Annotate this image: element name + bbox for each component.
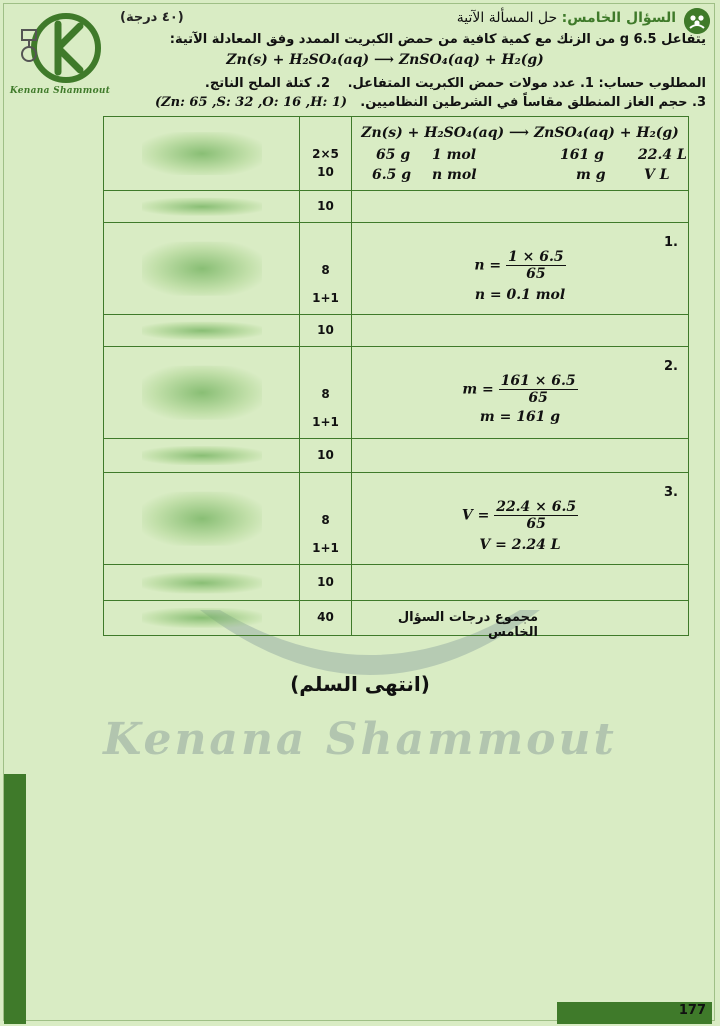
kenana-logo	[18, 10, 102, 86]
content-cell	[352, 565, 688, 600]
table-row	[104, 347, 688, 439]
table-row	[104, 315, 688, 347]
marks-cell: 10	[300, 315, 352, 346]
logo-caption: Kenana Shammout	[9, 86, 111, 96]
blurred-cell	[104, 439, 300, 472]
content-cell: 3. V = $\frac{22.4 \times 6.5}{65}$ V = 2.24 L	[461, 485, 678, 553]
group-icon	[684, 8, 710, 34]
blurred-cell	[104, 473, 300, 564]
marks-cell: 10	[300, 565, 352, 600]
question-marks: (٤٠ درجة)	[120, 10, 184, 25]
table-row	[104, 439, 688, 473]
content-cell: Zn(s) + H₂SO₄(aq) ⟶ ZnSO₄(aq) + H₂(g) 65 g 1 mol 161 g 22.4 L 6.5 g n mol m g V L	[361, 125, 687, 183]
table-row-total	[104, 601, 688, 640]
question-title-rest: حل المسألة الآتية	[456, 10, 562, 26]
watermark-text: Kenana Shammout	[103, 714, 617, 765]
table-row	[104, 117, 688, 191]
table-row	[104, 473, 688, 565]
marks-cell: 10	[300, 191, 352, 222]
marks-cell: 8 1+1	[300, 223, 352, 314]
blurred-cell	[104, 565, 300, 600]
problem-statement: يتفاعل g 6.5 من الزنك مع كمية كافية من حمض الكبريت الممدد وفق المعادلة الآتية:	[169, 32, 706, 47]
total-label-cell: مجموع درجات السؤال الخامس	[397, 610, 538, 640]
content-cell	[352, 191, 688, 222]
atomic-masses: (Zn: 65 ,S: 32 ,O: 16 ,H: 1)	[155, 95, 348, 110]
marks-cell: 8 1+1	[300, 473, 352, 564]
blurred-cell	[104, 347, 300, 438]
marks-cell: 2×5 10	[300, 117, 352, 190]
answer-table	[103, 116, 689, 640]
required-c: 3. حجم الغاز المنطلق مقاساً في الشرطين النظاميين.	[360, 95, 706, 110]
marks-cell: 8 1+1	[300, 347, 352, 438]
required-b: 2. كتلة الملح الناتج.	[204, 76, 330, 91]
blurred-cell	[104, 601, 300, 635]
blurred-cell	[104, 315, 300, 346]
left-decor-bar	[4, 774, 26, 1024]
blurred-cell	[104, 223, 300, 314]
content-cell: 2. m = $\frac{161 \times 6.5}{65}$ m = 161 g	[462, 359, 678, 425]
table-row	[104, 565, 688, 601]
question-title-highlight: السؤال الخامس:	[561, 10, 676, 26]
content-cell	[352, 315, 688, 346]
required-a: المطلوب حساب: 1. عدد مولات حمض الكبريت المتفاعل.	[347, 76, 706, 91]
content-cell	[352, 439, 688, 472]
end-text: (انتهى السلم)	[290, 672, 430, 696]
blurred-cell	[104, 191, 300, 222]
problem-equation: Zn(s) + H₂SO₄(aq) ⟶ ZnSO₄(aq) + H₂(g)	[226, 52, 544, 68]
blurred-cell	[104, 117, 300, 190]
table-row	[104, 191, 688, 223]
total-marks-cell: 40	[300, 601, 352, 635]
question-title	[457, 10, 676, 26]
table-row	[104, 223, 688, 315]
content-cell: 1. n = $\frac{1 \times 6.5}{65}$ n = 0.1 mol	[474, 235, 678, 303]
marks-cell: 10	[300, 439, 352, 472]
page-number: 177	[678, 1003, 706, 1018]
